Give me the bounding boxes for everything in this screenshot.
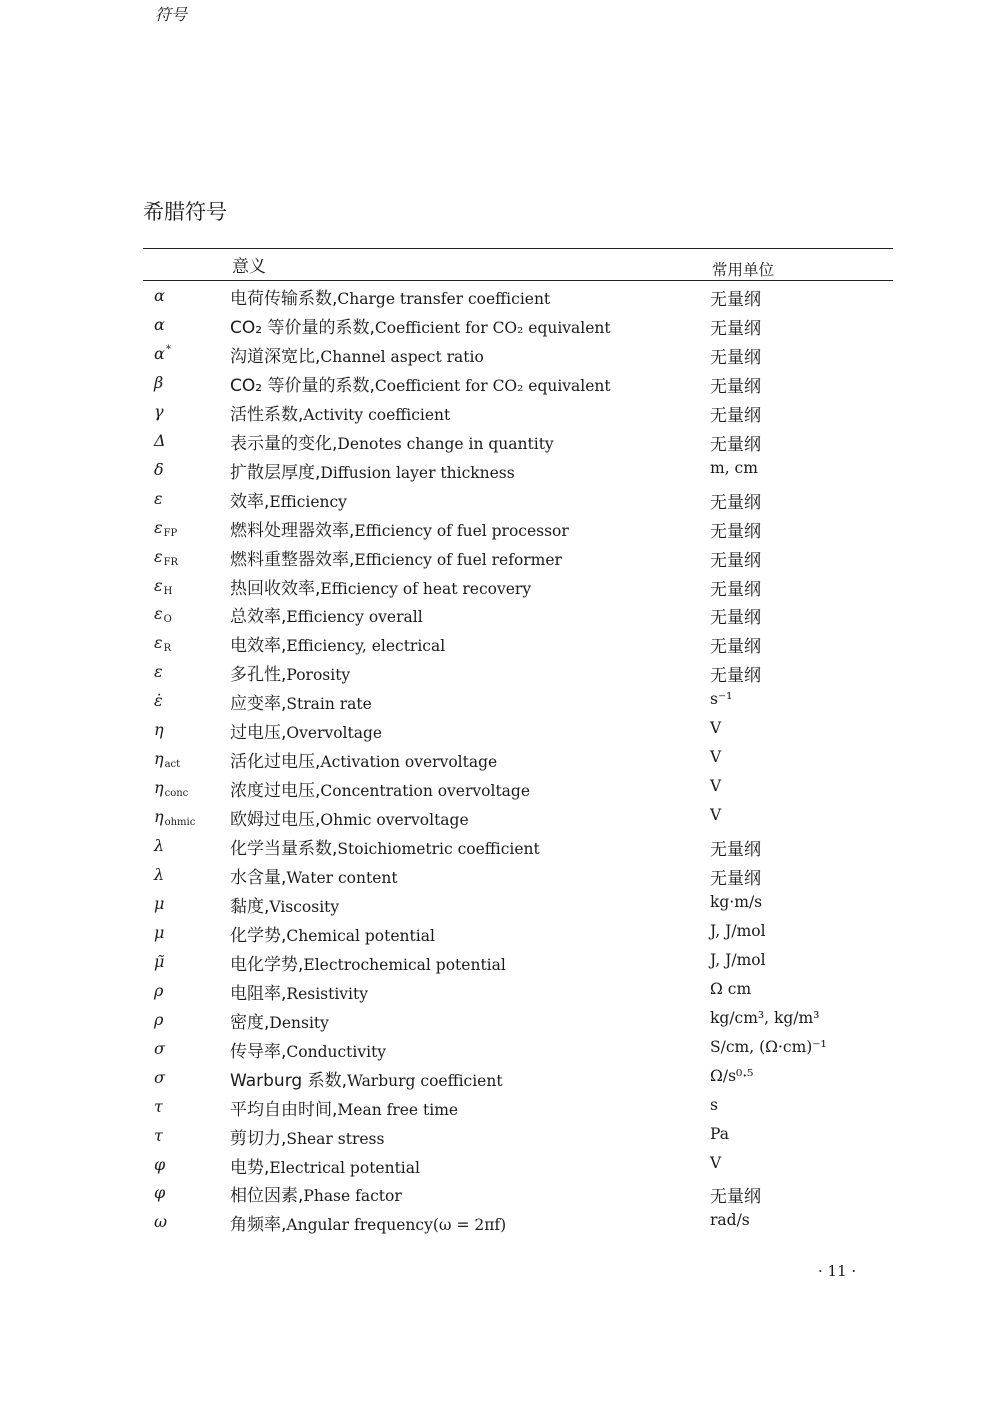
- symbol-cell: [154, 1039, 165, 1058]
- meaning-english: Angular frequency(ω = 2πf): [286, 1216, 507, 1235]
- unit-cell: s⁻¹: [710, 690, 733, 709]
- meaning-english: Viscosity: [269, 897, 340, 916]
- symbol-glyph: τ: [154, 1096, 163, 1116]
- symbol-superscript: *: [165, 343, 171, 355]
- meaning-cell: [230, 313, 611, 338]
- meaning-chinese: 传导率,: [230, 1041, 287, 1062]
- unit-cell: V: [710, 748, 722, 767]
- table-row: [0, 342, 993, 371]
- unit-cell: V: [710, 719, 722, 738]
- meaning-cell: [230, 718, 382, 743]
- table-row: [0, 400, 993, 429]
- unit-cell: 无量纲: [710, 869, 761, 889]
- symbol-cell: [154, 604, 172, 625]
- meaning-cell: [230, 458, 515, 483]
- meaning-english: Concentration overvoltage: [320, 782, 531, 801]
- unit-cell: 无量纲: [710, 405, 761, 426]
- symbol-subscript: FP: [163, 527, 178, 539]
- unit-cell: V: [710, 1153, 722, 1172]
- meaning-cell: [230, 805, 469, 830]
- meaning-english: Coefficient for CO₂ equivalent: [374, 318, 611, 337]
- meaning-chinese: CO₂ 等价量的系数,: [230, 375, 375, 396]
- unit-cell: Pa: [710, 1124, 729, 1143]
- unit-cell: 无量纲: [710, 840, 761, 861]
- page-title: 希腊符号: [143, 200, 227, 224]
- table-row: [0, 979, 993, 1008]
- unit-cell: 无量纲: [710, 376, 761, 397]
- table-row: [0, 371, 993, 400]
- meaning-chinese: 燃料重整器效率,: [230, 549, 355, 570]
- symbol-cell: [154, 402, 164, 421]
- header-unit: 常用单位: [712, 261, 775, 279]
- table-row: [0, 545, 993, 574]
- meaning-chinese: 剪切力,: [230, 1128, 287, 1149]
- table-row: [0, 776, 993, 805]
- table-row: [0, 834, 993, 863]
- meaning-cell: [230, 602, 423, 627]
- table-row: [0, 429, 993, 458]
- unit-cell: 无量纲: [710, 347, 761, 368]
- symbol-glyph: ε: [154, 633, 163, 653]
- meaning-english: Chemical potential: [286, 926, 435, 945]
- unit-cell: kg/cm³, kg/m³: [710, 1008, 820, 1027]
- symbol-glyph: η: [154, 749, 164, 769]
- meaning-chinese: 多孔性,: [230, 665, 287, 686]
- meaning-chinese: 扩散层厚度,: [230, 462, 321, 483]
- meaning-chinese: 总效率,: [230, 607, 287, 628]
- symbol-glyph: η: [154, 807, 164, 827]
- symbol-subscript: H: [163, 585, 173, 597]
- meaning-cell: [230, 516, 569, 541]
- symbol-cell: [154, 923, 164, 942]
- meaning-cell: [230, 1066, 503, 1091]
- meaning-cell: [230, 429, 554, 454]
- meaning-cell: [230, 1210, 506, 1235]
- meaning-english: Warburg coefficient: [346, 1071, 503, 1090]
- meaning-english: Efficiency of fuel processor: [354, 521, 569, 540]
- table-row: [0, 284, 993, 313]
- unit-cell: m, cm: [710, 458, 758, 477]
- symbol-cell: [154, 807, 195, 828]
- unit-cell: 无量纲: [710, 492, 761, 513]
- meaning-chinese: 化学当量系数,: [230, 839, 338, 860]
- meaning-chinese: CO₂ 等价量的系数,: [230, 317, 375, 338]
- table-row: [0, 1008, 993, 1037]
- symbol-glyph: σ: [154, 1038, 165, 1058]
- meaning-english: Phase factor: [303, 1187, 402, 1206]
- symbol-glyph: σ: [154, 1067, 165, 1087]
- symbol-glyph: μ̃: [154, 951, 165, 971]
- table-row: [0, 1153, 993, 1182]
- symbol-glyph: ε: [154, 488, 163, 508]
- table-row: [0, 487, 993, 516]
- meaning-cell: [230, 863, 398, 888]
- symbol-cell: [154, 1068, 165, 1087]
- meaning-english: Efficiency, electrical: [286, 637, 446, 656]
- unit-cell: 无量纲: [710, 434, 761, 455]
- symbol-cell: [154, 720, 164, 739]
- symbol-glyph: ρ: [154, 1009, 164, 1029]
- meaning-english: Density: [269, 1013, 329, 1032]
- meaning-chinese: 密度,: [230, 1012, 270, 1033]
- table-row: [0, 1066, 993, 1095]
- symbol-cell: [154, 633, 171, 654]
- meaning-chinese: 热回收效率,: [230, 578, 321, 599]
- meaning-cell: [230, 487, 347, 512]
- table-row: [0, 689, 993, 718]
- symbol-cell: [154, 1183, 165, 1202]
- meaning-english: Diffusion layer thickness: [320, 463, 515, 482]
- symbol-glyph: γ: [154, 401, 164, 421]
- meaning-chinese: 平均自由时间,: [230, 1099, 338, 1120]
- meaning-chinese: 水含量,: [230, 868, 287, 888]
- unit-cell: 无量纲: [710, 637, 761, 658]
- table-row: [0, 921, 993, 950]
- symbol-glyph: η: [154, 720, 164, 740]
- symbol-glyph: η: [154, 778, 164, 798]
- symbol-glyph: ε: [154, 604, 163, 624]
- meaning-english: Strain rate: [286, 695, 372, 714]
- meaning-chinese: 浓度过电压,: [230, 781, 321, 802]
- table-header-rule: [143, 280, 893, 281]
- meaning-english: Activity coefficient: [303, 405, 451, 424]
- unit-cell: V: [710, 777, 722, 796]
- symbol-glyph: α: [154, 314, 165, 334]
- meaning-english: Efficiency overall: [286, 608, 423, 627]
- meaning-english: Mean free time: [337, 1100, 459, 1119]
- meaning-english: Water content: [286, 869, 398, 887]
- meaning-english: Electrochemical potential: [303, 955, 506, 974]
- meaning-english: Resistivity: [286, 984, 369, 1003]
- symbol-cell: [154, 518, 177, 539]
- symbol-glyph: φ: [154, 1183, 166, 1203]
- symbol-cell: [154, 662, 163, 681]
- symbol-glyph: τ: [154, 1125, 163, 1145]
- table-row: [0, 574, 993, 603]
- meaning-chinese: 表示量的变化,: [230, 433, 338, 454]
- meaning-english: Efficiency of heat recovery: [320, 579, 532, 598]
- symbol-subscript: ohmic: [164, 817, 196, 829]
- unit-cell: 无量纲: [710, 318, 761, 339]
- meaning-cell: [230, 921, 435, 946]
- meaning-cell: [230, 834, 540, 859]
- symbol-glyph: μ: [154, 893, 165, 913]
- unit-cell: 无量纲: [710, 290, 761, 310]
- unit-cell: 无量纲: [710, 666, 761, 687]
- symbol-cell: [154, 952, 164, 971]
- table-row: [0, 660, 993, 689]
- symbol-glyph: Δ: [154, 430, 166, 450]
- symbol-cell: [154, 691, 163, 710]
- meaning-chinese: Warburg 系数,: [230, 1070, 347, 1091]
- symbol-cell: [154, 1097, 163, 1116]
- table-row: [0, 1210, 993, 1239]
- meaning-english: Activation overvoltage: [320, 753, 498, 772]
- symbol-glyph: λ: [154, 865, 165, 884]
- unit-cell: 无量纲: [710, 521, 761, 542]
- symbol-cell: [154, 489, 163, 508]
- meaning-cell: [230, 342, 484, 367]
- meaning-cell: [230, 776, 530, 801]
- meaning-cell: [230, 979, 368, 1004]
- symbol-cell: [154, 460, 164, 479]
- meaning-cell: [230, 1095, 458, 1120]
- symbol-cell: [154, 836, 164, 855]
- table-row: [0, 631, 993, 660]
- meaning-chinese: 电阻率,: [230, 983, 287, 1004]
- symbol-cell: [154, 1155, 165, 1174]
- meaning-cell: [230, 892, 339, 917]
- meaning-chinese: 应变率,: [230, 694, 287, 715]
- meaning-cell: [230, 689, 372, 714]
- meaning-chinese: 角频率,: [230, 1215, 287, 1236]
- symbol-subscript: O: [163, 614, 172, 626]
- table-row: [0, 313, 993, 342]
- symbol-glyph: α: [154, 343, 165, 363]
- symbol-subscript: conc: [164, 788, 189, 800]
- table-row: [0, 1095, 993, 1124]
- symbol-cell: [154, 778, 188, 799]
- meaning-chinese: 活性系数,: [230, 404, 304, 425]
- symbol-cell: [154, 981, 163, 1000]
- symbol-glyph: ε: [154, 546, 163, 566]
- meaning-chinese: 相位因素,: [230, 1186, 304, 1207]
- symbol-glyph: μ: [154, 922, 165, 942]
- table-row: [0, 718, 993, 747]
- unit-cell: J, J/mol: [710, 950, 766, 969]
- symbol-glyph: α: [154, 286, 165, 305]
- meaning-chinese: 电化学势,: [230, 954, 304, 975]
- unit-cell: s: [710, 1095, 718, 1114]
- meaning-chinese: 电效率,: [230, 636, 287, 657]
- symbol-glyph: ε: [154, 662, 163, 682]
- unit-cell: Ω/s⁰·⁵: [710, 1066, 754, 1085]
- table-row: [0, 516, 993, 545]
- table-row: [0, 863, 993, 892]
- meaning-cell: [230, 545, 562, 570]
- page-number: · 11 ·: [818, 1262, 857, 1280]
- table-row: [0, 805, 993, 834]
- meaning-english: Conductivity: [286, 1042, 387, 1061]
- meaning-cell: [230, 631, 445, 656]
- meaning-english: Stoichiometric coefficient: [337, 840, 540, 859]
- symbol-glyph: ε: [154, 517, 163, 537]
- meaning-chinese: 燃料处理器效率,: [230, 520, 355, 541]
- meaning-english: Porosity: [286, 666, 351, 685]
- meaning-chinese: 活化过电压,: [230, 752, 321, 773]
- symbol-glyph: ε̇: [154, 691, 163, 711]
- unit-cell: 无量纲: [710, 579, 761, 600]
- meaning-chinese: 过电压,: [230, 723, 287, 744]
- symbol-glyph: φ: [154, 1154, 166, 1174]
- symbol-glyph: β: [154, 372, 164, 392]
- meaning-cell: [230, 950, 506, 975]
- symbol-glyph: ρ: [154, 980, 164, 1000]
- table-row: [0, 950, 993, 979]
- unit-cell: 无量纲: [710, 1187, 761, 1208]
- table-row: [0, 892, 993, 921]
- meaning-english: Ohmic overvoltage: [320, 811, 469, 830]
- meaning-chinese: 电荷传输系数,: [230, 289, 338, 309]
- unit-cell: Ω cm: [710, 979, 752, 998]
- meaning-english: Charge transfer coefficient: [337, 290, 551, 308]
- meaning-chinese: 黏度,: [230, 896, 270, 917]
- meaning-cell: [230, 284, 550, 309]
- symbol-cell: [154, 894, 164, 913]
- meaning-english: Overvoltage: [286, 724, 383, 743]
- symbol-cell: [154, 865, 164, 884]
- meaning-cell: [230, 400, 450, 425]
- meaning-cell: [230, 574, 531, 599]
- unit-cell: kg·m/s: [710, 892, 763, 911]
- symbol-cell: [154, 547, 178, 568]
- meaning-english: Efficiency: [269, 492, 347, 511]
- unit-cell: rad/s: [710, 1211, 750, 1230]
- symbol-glyph: ω: [154, 1212, 168, 1232]
- meaning-cell: [230, 371, 611, 396]
- meaning-chinese: 效率,: [230, 491, 270, 512]
- symbol-cell: [154, 344, 171, 363]
- symbol-cell: [154, 576, 172, 597]
- header-symbol: 符号: [155, 5, 188, 24]
- symbol-glyph: ε: [154, 575, 163, 595]
- symbol-cell: [154, 1010, 163, 1029]
- unit-cell: 无量纲: [710, 550, 761, 571]
- symbol-cell: [154, 431, 166, 450]
- table-row: [0, 602, 993, 631]
- meaning-chinese: 电势,: [230, 1157, 270, 1178]
- symbol-cell: [154, 1126, 163, 1145]
- meaning-chinese: 化学势,: [230, 925, 287, 946]
- symbol-subscript: FR: [163, 556, 179, 568]
- meaning-english: Efficiency of fuel reformer: [354, 550, 562, 569]
- unit-cell: S/cm, (Ω·cm)⁻¹: [710, 1037, 827, 1056]
- meaning-cell: [230, 1037, 386, 1062]
- symbol-cell: [154, 286, 165, 305]
- meaning-chinese: 欧姆过电压,: [230, 810, 321, 831]
- meaning-cell: [230, 1181, 402, 1206]
- table-row: [0, 1181, 993, 1210]
- symbol-glyph: δ: [154, 459, 164, 479]
- meaning-english: Denotes change in quantity: [337, 434, 554, 453]
- meaning-cell: [230, 747, 497, 772]
- meaning-english: Shear stress: [286, 1129, 385, 1148]
- symbol-subscript: act: [164, 759, 181, 771]
- table-row: [0, 1037, 993, 1066]
- table-row: [0, 458, 993, 487]
- meaning-english: Electrical potential: [269, 1158, 420, 1177]
- table-row: [0, 747, 993, 776]
- meaning-cell: [230, 1124, 384, 1149]
- meaning-chinese: 沟道深宽比,: [230, 346, 321, 367]
- symbol-glyph: λ: [154, 836, 165, 856]
- symbol-cell: [154, 315, 165, 334]
- table-row: [0, 1124, 993, 1153]
- symbol-cell: [154, 749, 180, 770]
- meaning-cell: [230, 1153, 420, 1178]
- symbol-cell: [154, 1212, 167, 1231]
- unit-cell: 无量纲: [710, 608, 761, 629]
- unit-cell: V: [710, 806, 722, 825]
- unit-cell: J, J/mol: [710, 921, 766, 940]
- meaning-english: Coefficient for CO₂ equivalent: [374, 376, 611, 395]
- meaning-cell: [230, 1008, 329, 1033]
- meaning-english: Channel aspect ratio: [320, 347, 484, 366]
- symbol-cell: [154, 373, 163, 392]
- meaning-cell: [230, 660, 350, 685]
- header-meaning: 意义: [232, 257, 266, 277]
- table-top-rule: [143, 248, 893, 249]
- symbol-subscript: R: [163, 643, 172, 655]
